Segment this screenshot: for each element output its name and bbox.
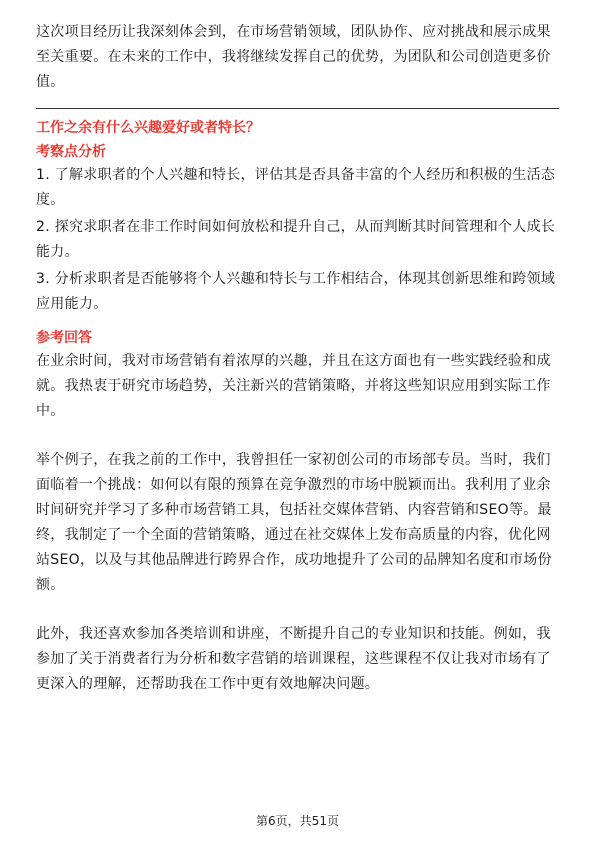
page-number-footer: 第6页，共51页 [256, 814, 339, 828]
answer-heading: 参考回答 [36, 330, 92, 346]
answer-paragraph: 举个例子，在我之前的工作中，我曾担任一家初创公司的市场部专员。当时，我们面临着一个挑战：如何以有限的预算在竞争激烈的市场中脱颖而出。我利用了业余时间研究并学习了多种市场营销工具，包括社交媒体营销、内容营销和SEO等。最终，我制定了一个全面的营销策略，通过在社交媒体上发布高质量的内容，优化网站SEO，以及与其他品牌进行跨界合作，成功地提升了公司的品牌知名度和市场份额。 [36, 452, 552, 593]
analysis-item: 3. 分析求职者是否能够将个人兴趣和特长与工作相结合，体现其创新思维和跨领域应用能力。 [36, 271, 556, 312]
answer-paragraph: 此外，我还喜欢参加各类培训和讲座，不断提升自己的专业知识和技能。例如，我参加了关于消费者行为分析和数字营销的培训课程，这些课程不仅让我对市场有了更深入的理解，还帮助我在工作中更有效地解决问题。 [36, 626, 551, 692]
section-divider [36, 108, 559, 109]
question-title: 工作之余有什么兴趣爱好或者特长？ [36, 120, 260, 136]
analysis-list [36, 163, 559, 317]
answer-paragraph: 在业余时间，我对市场营销有着浓厚的兴趣，并且在这方面也有一些实践经验和成就。我热衷于研究市场趋势，关注新兴的营销策略，并将这些知识应用到实际工作中。 [36, 353, 551, 419]
analysis-heading: 考察点分析 [36, 144, 106, 160]
intro-paragraph: 这次项目经历让我深刻体会到，在市场营销领域，团队协作、应对挑战和展示成果至关重要。在未来的工作中，我将继续发挥自己的优势，为团队和公司创造更多价值。 [36, 24, 551, 90]
page-content [36, 20, 559, 697]
analysis-item: 1. 了解求职者的个人兴趣和特长，评估其是否具备丰富的个人经历和积极的生活态度。 [36, 167, 556, 208]
analysis-item: 2. 探究求职者在非工作时间如何放松和提升自己，从而判断其时间管理和个人成长能力。 [36, 219, 556, 260]
